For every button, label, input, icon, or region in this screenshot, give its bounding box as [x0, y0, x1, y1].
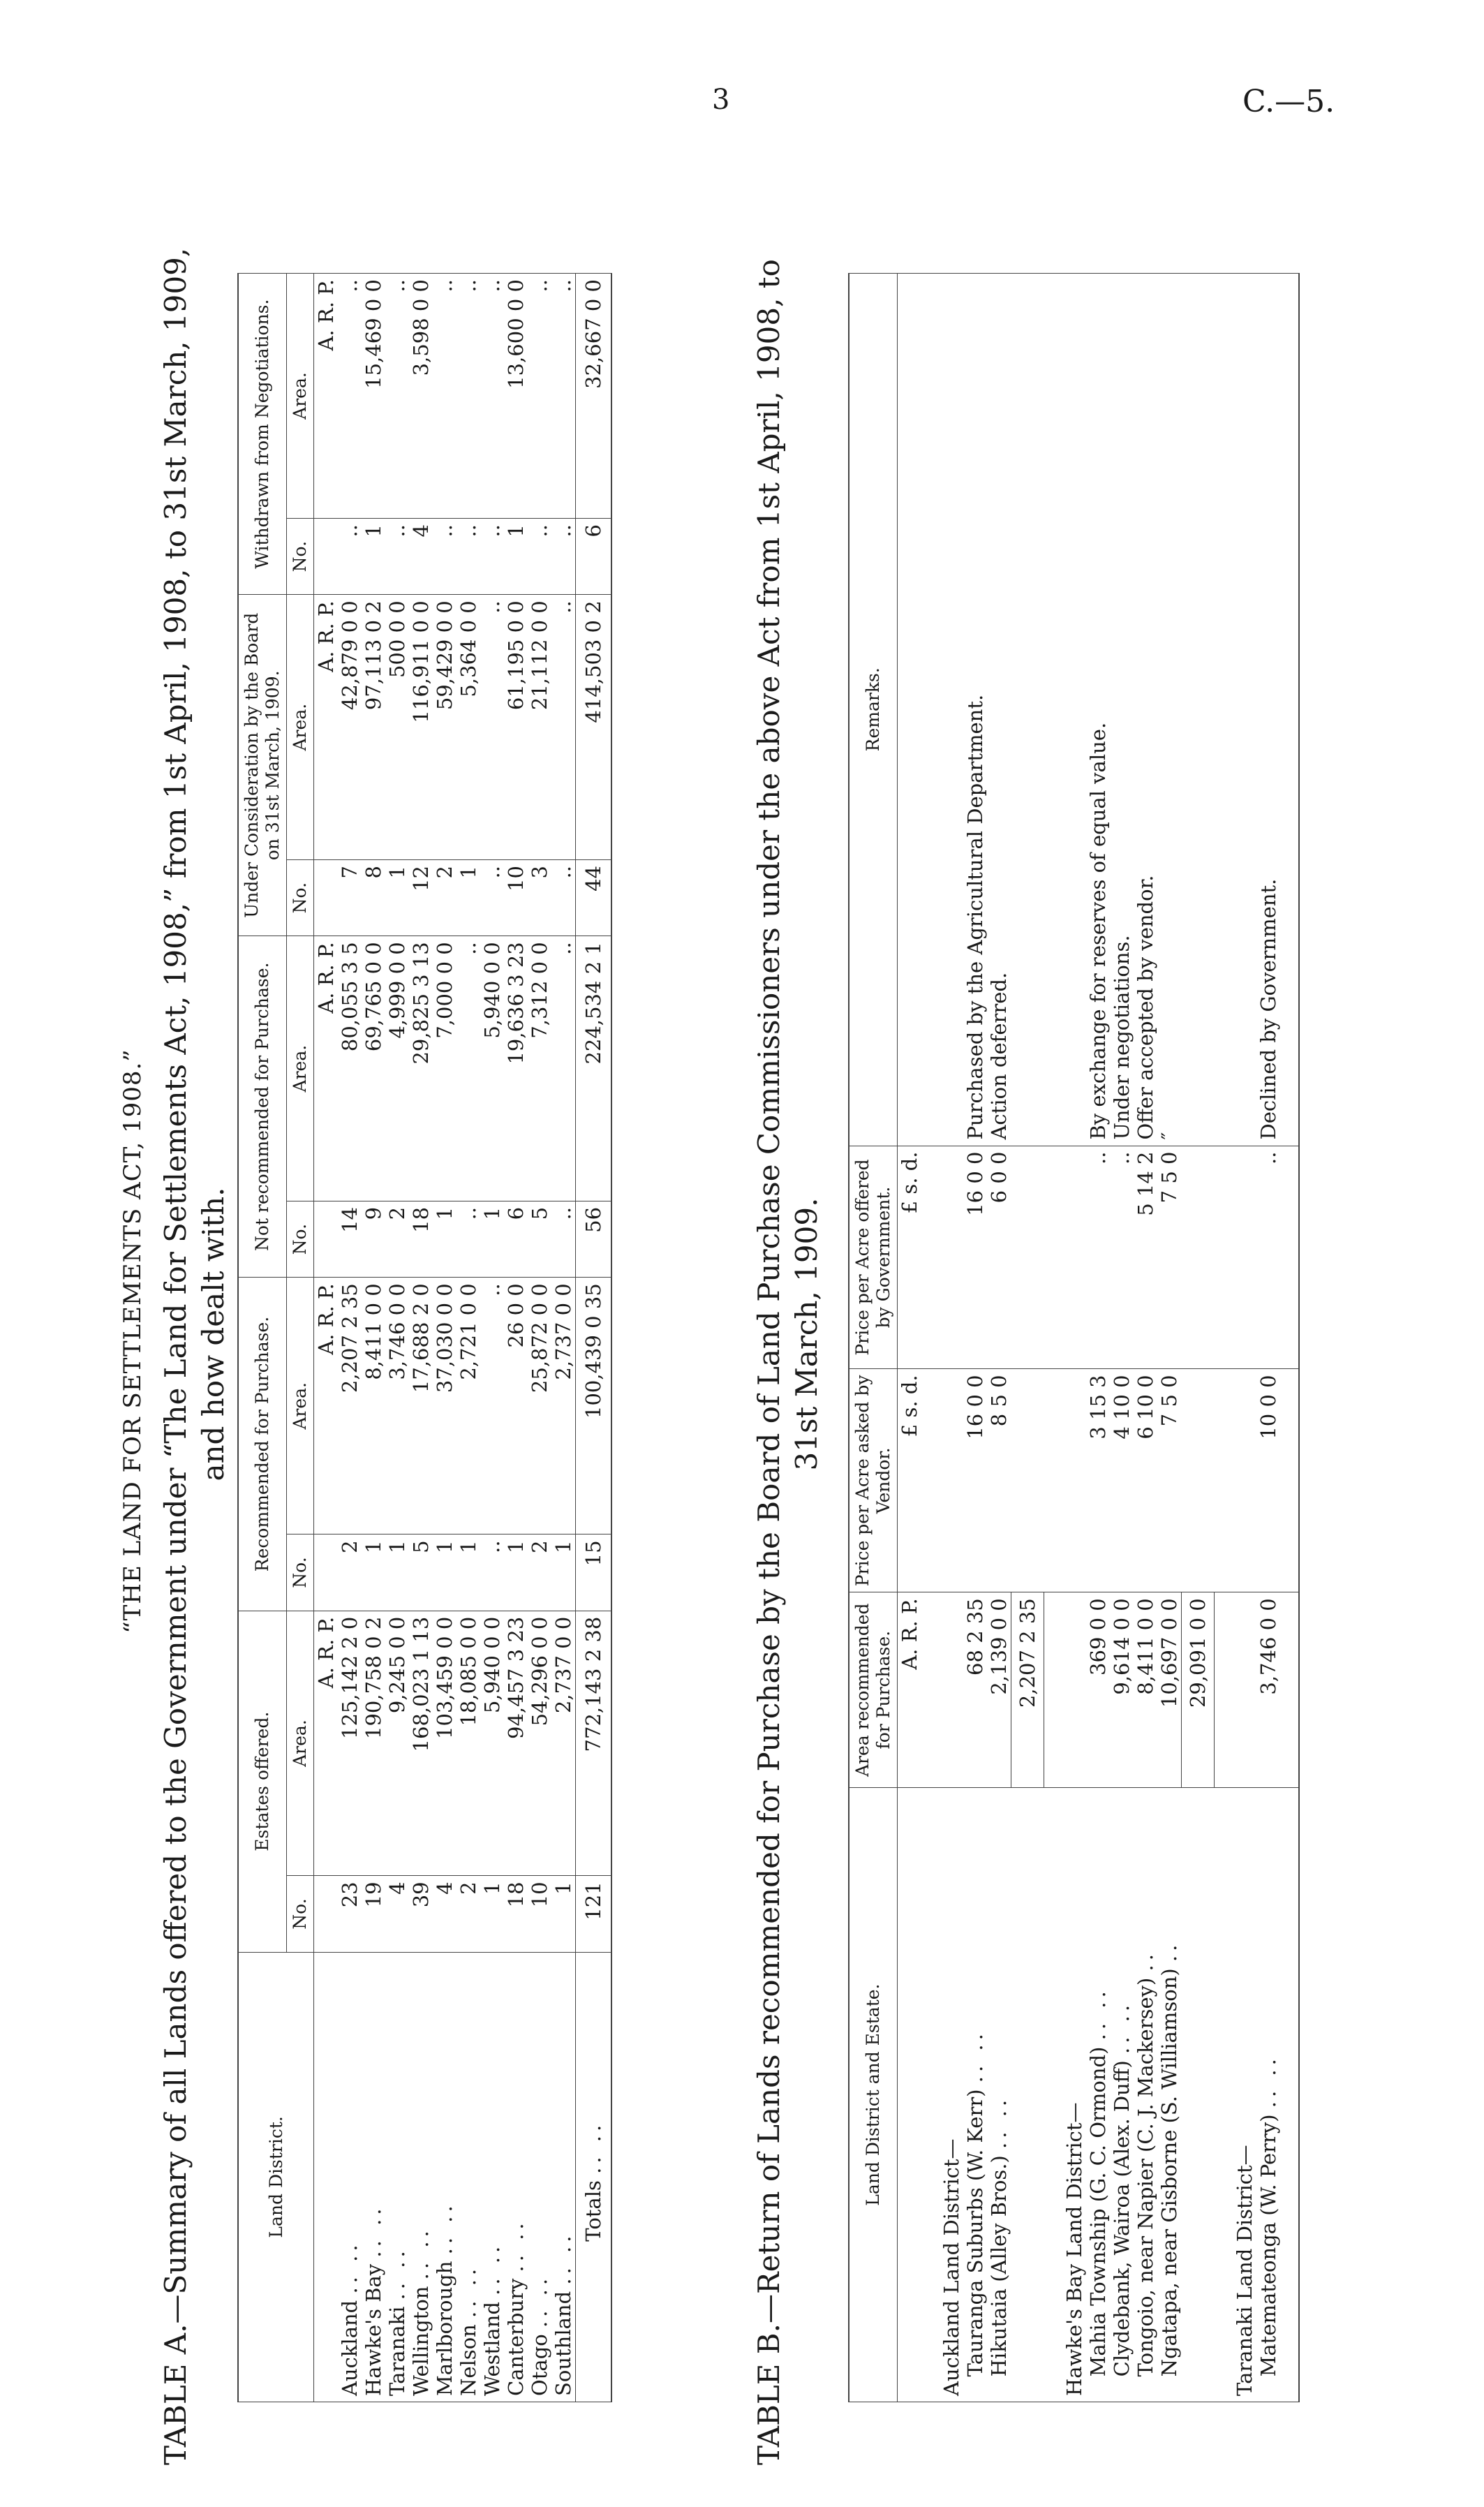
cell-wd-area: ..	[433, 274, 457, 519]
spacer-row	[921, 274, 940, 2402]
district-cell	[338, 1952, 362, 2402]
table-a-caption	[157, 203, 232, 2465]
table-b-caption	[750, 203, 826, 2465]
area-cell: 8,411 0 0	[1134, 1592, 1157, 1788]
district-cell	[457, 1952, 480, 2402]
area-cell: 2,139 0 0	[987, 1592, 1011, 1788]
cell-eo-area: 9,245 0 0	[385, 1611, 409, 1876]
unit-label: A. R. P.	[314, 595, 339, 860]
cell-nr-no: 2	[385, 1201, 409, 1277]
subcol-no: No.	[287, 1201, 314, 1277]
table-row	[409, 274, 433, 2402]
subcol-area: Area.	[287, 595, 314, 860]
district-name: Hawke's Bay	[362, 2263, 385, 2396]
cell-nr-area: 7,000 0 0	[433, 936, 457, 1201]
leader-dots: .. ..	[581, 2120, 605, 2174]
estate-name: Ngatapa, near Gisborne (S. Williamson)	[1157, 1968, 1182, 2377]
subtotal-row	[1011, 274, 1044, 2402]
cell-nr-no: ..	[457, 1201, 480, 1277]
leader-dots: .. ..	[1086, 1987, 1110, 2041]
rotated-page-body	[0, 175, 1326, 2507]
subtotal-area: 29,091 0 0	[1182, 1592, 1215, 1788]
remarks-cell: Under negotiations.	[1110, 274, 1134, 1146]
district-cell	[504, 1952, 528, 2402]
offered-price-cell: 16 0 0	[963, 1146, 987, 1369]
cell-uc-no: 12	[409, 859, 433, 935]
cell-rec-no: 1	[433, 1534, 457, 1611]
area-cell: 10,697 0 0	[1157, 1592, 1182, 1788]
cell-nr-no: 5	[528, 1201, 551, 1277]
leader-dots: .. ..	[457, 2264, 480, 2318]
cell-wd-area: 3,598 0 0	[409, 274, 433, 519]
cell-nr-no: 14	[338, 1201, 362, 1277]
col-remarks: Remarks.	[849, 274, 898, 1146]
estate-cell	[1086, 1788, 1110, 2402]
cell-nr-no: 18	[409, 1201, 433, 1277]
col-not-recommended: Not recommended for Purchase.	[238, 936, 287, 1278]
cell-eo-no: 18	[504, 1876, 528, 1952]
cell-rec-no: 1	[551, 1534, 576, 1611]
table-row	[338, 274, 362, 2402]
cell-wd-area: ..	[480, 274, 504, 519]
totals-nr-area: 224,534 2 1	[576, 936, 612, 1201]
subtotal-area: 2,207 2 35	[1011, 1592, 1044, 1788]
totals-eo-no: 121	[576, 1876, 612, 1952]
totals-text: Totals	[581, 2180, 605, 2242]
cell-rec-no: 5	[409, 1534, 433, 1611]
cell-uc-area: 21,112 0 0	[528, 595, 551, 860]
cell-rec-area: ..	[480, 1278, 504, 1534]
group-heading: Hawke's Bay Land District—	[1062, 1788, 1086, 2402]
district-name: Canterbury	[504, 2278, 528, 2396]
subcol-no: No.	[287, 519, 314, 595]
cell-eo-area: 190,758 0 2	[362, 1611, 385, 1876]
remarks-cell: Purchased by the Agricultural Department.	[963, 274, 987, 1146]
leader-dots: .. ..	[385, 2247, 409, 2300]
cell-wd-no: 1	[504, 519, 528, 595]
table-row	[528, 274, 551, 2402]
district-name: Otago	[528, 2334, 551, 2396]
table-a-body	[314, 274, 576, 2402]
leader-dots: .. ..	[338, 2240, 362, 2294]
cell-uc-area: 97,113 0 2	[362, 595, 385, 860]
cell-nr-area: 29,825 3 13	[409, 936, 433, 1201]
col-land-district: Land District.	[238, 1952, 314, 2402]
remarks-cell: Action deferred.	[987, 274, 1011, 1146]
remarks-cell: By exchange for reserves of equal value.	[1086, 274, 1110, 1146]
table-a-caption-line2: and how dealt with.	[196, 1187, 230, 1481]
table-row	[385, 274, 409, 2402]
cell-nr-no: 1	[433, 1201, 457, 1277]
act-title: “THE LAND FOR SETTLEMENTS ACT, 1908.”	[119, 1049, 147, 1634]
district-name: Taranaki	[385, 2306, 409, 2396]
estate-name: Tongoio, near Napier (C. J. Mackersey)	[1134, 1977, 1157, 2377]
cell-rec-area: 25,872 0 0	[528, 1278, 551, 1534]
col-under-consideration: Under Consideration by the Board on 31st March, 1909.	[238, 595, 287, 936]
cell-wd-area: ..	[528, 274, 551, 519]
estate-cell	[1110, 1788, 1134, 2402]
totals-label	[576, 1952, 612, 2402]
cell-eo-no: 2	[457, 1876, 480, 1952]
cell-wd-area: ..	[457, 274, 480, 519]
district-name: Southland	[551, 2291, 575, 2396]
cell-eo-area: 54,296 0 0	[528, 1611, 551, 1876]
district-cell	[362, 1952, 385, 2402]
district-name: Marlborough	[433, 2261, 457, 2396]
cell-eo-area: 103,459 0 0	[433, 1611, 457, 1876]
offered-price-cell: ..	[1256, 1146, 1280, 1369]
district-cell	[551, 1952, 576, 2402]
unit-label: £ s. d.	[898, 1369, 922, 1592]
table-row	[551, 274, 576, 2402]
estate-cell	[963, 1788, 987, 2402]
leader-dots: .. ..	[551, 2231, 575, 2285]
table-row	[1157, 274, 1182, 2402]
cell-eo-area: 94,457 3 23	[504, 1611, 528, 1876]
cell-uc-area: 116,911 0 0	[409, 595, 433, 860]
col-area-recommended: Area recommended for Purchase.	[849, 1592, 898, 1788]
cell-wd-no: ..	[385, 519, 409, 595]
group-heading: Taranaki Land District—	[1233, 1788, 1256, 2402]
asked-price-cell: 3 15 3	[1086, 1369, 1110, 1592]
cell-uc-no: 10	[504, 859, 528, 935]
cell-wd-area: ..	[551, 274, 576, 519]
col-price-offered: Price per Acre offered by Government.	[849, 1146, 898, 1369]
leader-dots: .. ..	[1256, 2055, 1280, 2108]
cell-eo-no: 23	[338, 1876, 362, 1952]
cell-uc-area: 5,364 0 0	[457, 595, 480, 860]
remarks-cell: Declined by Government.	[1256, 274, 1280, 1146]
totals-nr-no: 56	[576, 1201, 612, 1277]
totals-uc-no: 44	[576, 859, 612, 935]
remarks-cell: Offer accepted by vendor.	[1134, 274, 1157, 1146]
unit-label: A. R. P.	[314, 936, 339, 1201]
area-cell: 68 2 35	[963, 1592, 987, 1788]
estate-cell	[1256, 1788, 1280, 2402]
leader-dots: .. ..	[987, 2095, 1011, 2149]
leader-dots: .. ..	[504, 2219, 528, 2272]
leader-dots: .. ..	[433, 2201, 457, 2255]
cell-wd-no: ..	[551, 519, 576, 595]
paper-code: C.—5.	[1242, 84, 1335, 119]
totals-eo-area: 772,143 2 38	[576, 1611, 612, 1876]
cell-rec-no: 2	[528, 1534, 551, 1611]
asked-price-cell: 6 10 0	[1134, 1369, 1157, 1592]
subcol-area: Area.	[287, 1611, 314, 1876]
cell-wd-area: ..	[338, 274, 362, 519]
estate-name: Tauranga Suburbs (W. Kerr)	[963, 2089, 987, 2377]
spacer-row	[1280, 274, 1299, 2402]
group-heading-row	[1062, 274, 1086, 2402]
cell-wd-no: ..	[528, 519, 551, 595]
offered-price-cell: 6 0 0	[987, 1146, 1011, 1369]
cell-wd-no: 1	[362, 519, 385, 595]
cell-rec-area: 37,030 0 0	[433, 1278, 457, 1534]
cell-uc-area: ..	[480, 595, 504, 860]
cell-wd-area: 13,600 0 0	[504, 274, 528, 519]
group-heading-row	[940, 274, 963, 2402]
cell-rec-no: 1	[385, 1534, 409, 1611]
cell-rec-no: 1	[362, 1534, 385, 1611]
cell-eo-no: 1	[480, 1876, 504, 1952]
area-cell: 369 0 0	[1086, 1592, 1110, 1788]
leader-dots: ..	[1134, 1950, 1157, 1972]
totals-uc-area: 414,503 0 2	[576, 595, 612, 860]
estate-name: Matemateonga (W. Perry)	[1256, 2114, 1280, 2377]
spacer-row	[1215, 274, 1233, 2402]
cell-eo-area: 2,737 0 0	[551, 1611, 576, 1876]
asked-price-cell: 4 10 0	[1110, 1369, 1134, 1592]
cell-uc-no: 7	[338, 859, 362, 935]
col-price-asked: Price per Acre asked by Vendor.	[849, 1369, 898, 1592]
asked-price-cell: 7 5 0	[1157, 1369, 1182, 1592]
table-row	[457, 274, 480, 2402]
table-row	[504, 274, 528, 2402]
unit-row	[314, 274, 339, 2402]
col-estates-offered: Estates offered.	[238, 1611, 287, 1952]
cell-uc-no: ..	[480, 859, 504, 935]
cell-nr-area: 4,999 0 0	[385, 936, 409, 1201]
cell-eo-no: 1	[551, 1876, 576, 1952]
cell-wd-no: ..	[457, 519, 480, 595]
cell-uc-no: 2	[433, 859, 457, 935]
cell-wd-no: ..	[480, 519, 504, 595]
unit-label: A. R. P.	[314, 1278, 339, 1534]
subcol-no: No.	[287, 1876, 314, 1952]
district-name: Westland	[480, 2302, 504, 2396]
table-row	[963, 274, 987, 2402]
cell-nr-no: 1	[480, 1201, 504, 1277]
subcol-area: Area.	[287, 936, 314, 1201]
table-b-body	[898, 274, 1300, 2402]
cell-nr-no: 9	[362, 1201, 385, 1277]
district-name: Wellington	[409, 2286, 433, 2396]
estate-name: Hikutaia (Alley Bros.)	[987, 2155, 1011, 2377]
cell-wd-area: 15,469 0 0	[362, 274, 385, 519]
cell-rec-area: 2,721 0 0	[457, 1278, 480, 1534]
unit-row	[898, 274, 922, 2402]
unit-label: A. R. P.	[898, 1592, 922, 1788]
cell-uc-area: ..	[551, 595, 576, 860]
cell-wd-area: ..	[385, 274, 409, 519]
table-b-caption-line2: 31st March, 1909.	[789, 1197, 824, 1471]
table-b-caption-line1: TABLE B.—Return of Lands recommended for Purchase by the Board of Land Purchase Commissioners under the above Act from 1st April, 1908, to	[752, 259, 786, 2465]
cell-uc-area: 42,879 0 0	[338, 595, 362, 860]
leader-dots: .. ..	[409, 2226, 433, 2280]
cell-nr-area: 19,636 3 23	[504, 936, 528, 1201]
col-recommended: Recommended for Purchase.	[238, 1278, 287, 1611]
leader-dots: .. ..	[480, 2242, 504, 2295]
cell-rec-no: ..	[480, 1534, 504, 1611]
cell-eo-area: 125,142 2 0	[338, 1611, 362, 1876]
unit-label: A. R. P.	[314, 274, 339, 519]
offered-price-cell: 7 5 0	[1157, 1146, 1182, 1369]
cell-nr-area: 80,055 3 5	[338, 936, 362, 1201]
cell-eo-no: 10	[528, 1876, 551, 1952]
offered-price-cell: 5 14 2	[1134, 1146, 1157, 1369]
offered-price-cell: ..	[1086, 1146, 1110, 1369]
table-row	[1256, 274, 1280, 2402]
cell-wd-no: ..	[338, 519, 362, 595]
table-row	[1086, 274, 1110, 2402]
cell-eo-no: 4	[433, 1876, 457, 1952]
district-cell	[433, 1952, 457, 2402]
unit-label: £ s. d.	[898, 1146, 922, 1369]
cell-nr-area: ..	[551, 936, 576, 1201]
cell-rec-no: 2	[338, 1534, 362, 1611]
district-name: Nelson	[457, 2324, 480, 2396]
table-b	[848, 273, 1300, 2402]
offered-price-cell: ..	[1110, 1146, 1134, 1369]
cell-rec-no: 1	[504, 1534, 528, 1611]
remarks-cell: ″	[1157, 274, 1182, 1146]
estate-cell	[1134, 1788, 1157, 2402]
estate-name: Clydebank, Wairoa (Alex. Duff)	[1110, 2060, 1134, 2377]
totals-row	[576, 274, 612, 2402]
subcol-no: No.	[287, 1534, 314, 1611]
cell-eo-area: 168,023 1 13	[409, 1611, 433, 1876]
page-number: 3	[712, 84, 730, 116]
table-row	[1110, 274, 1134, 2402]
subcol-area: Area.	[287, 274, 314, 519]
district-cell	[528, 1952, 551, 2402]
cell-uc-no: 3	[528, 859, 551, 935]
table-a-caption-line1: TABLE A.—Summary of all Lands offered to the Government under “The Land for Settlements Act, 1908,” from 1st April, 1908, to 31st March, 1909,	[158, 247, 193, 2465]
spacer-row	[1044, 274, 1063, 2402]
cell-eo-no: 39	[409, 1876, 433, 1952]
district-name: Auckland	[338, 2300, 362, 2396]
totals-rec-no: 15	[576, 1534, 612, 1611]
asked-price-cell: 8 5 0	[987, 1369, 1011, 1592]
district-cell	[480, 1952, 504, 2402]
cell-rec-area: 3,746 0 0	[385, 1278, 409, 1534]
table-a	[237, 273, 612, 2402]
cell-wd-no: ..	[433, 519, 457, 595]
cell-eo-area: 5,940 0 0	[480, 1611, 504, 1876]
cell-uc-no: 1	[457, 859, 480, 935]
cell-nr-area: 69,765 0 0	[362, 936, 385, 1201]
cell-uc-area: 61,195 0 0	[504, 595, 528, 860]
group-heading: Auckland Land District—	[940, 1788, 963, 2402]
cell-uc-no: 1	[385, 859, 409, 935]
cell-rec-no: 1	[457, 1534, 480, 1611]
table-row	[1134, 274, 1157, 2402]
area-cell: 9,614 0 0	[1110, 1592, 1134, 1788]
totals-wd-area: 32,667 0 0	[576, 274, 612, 519]
asked-price-cell: 16 0 0	[963, 1369, 987, 1592]
totals-rec-area: 100,439 0 35	[576, 1278, 612, 1534]
cell-rec-area: 17,688 2 0	[409, 1278, 433, 1534]
subtotal-row	[1182, 274, 1215, 2402]
cell-nr-area: 7,312 0 0	[528, 936, 551, 1201]
cell-uc-no: ..	[551, 859, 576, 935]
estate-name: Mahia Township (G. C. Ormond)	[1086, 2046, 1110, 2377]
district-cell	[385, 1952, 409, 2402]
cell-rec-area: 8,411 0 0	[362, 1278, 385, 1534]
totals-wd-no: 6	[576, 519, 612, 595]
cell-uc-area: 59,429 0 0	[433, 595, 457, 860]
area-cell: 3,746 0 0	[1256, 1592, 1280, 1788]
leader-dots: ..	[1157, 1940, 1182, 1962]
cell-uc-no: 8	[362, 859, 385, 935]
estate-cell	[1157, 1788, 1182, 2402]
cell-uc-area: 500 0 0	[385, 595, 409, 860]
cell-rec-area: 2,207 2 35	[338, 1278, 362, 1534]
cell-nr-no: 6	[504, 1201, 528, 1277]
table-row	[362, 274, 385, 2402]
group-heading-row	[1233, 274, 1256, 2402]
district-cell	[409, 1952, 433, 2402]
cell-eo-no: 19	[362, 1876, 385, 1952]
table-row	[987, 274, 1011, 2402]
leader-dots: .. ..	[528, 2274, 551, 2328]
cell-wd-no: 4	[409, 519, 433, 595]
leader-dots: .. ..	[963, 2029, 987, 2083]
cell-rec-area: 26 0 0	[504, 1278, 528, 1534]
subcol-area: Area.	[287, 1278, 314, 1534]
cell-nr-area: 5,940 0 0	[480, 936, 504, 1201]
subcol-no: No.	[287, 859, 314, 935]
cell-nr-area: ..	[457, 936, 480, 1201]
col-estate: Land District and Estate.	[849, 1788, 898, 2402]
cell-nr-no: ..	[551, 1201, 576, 1277]
estate-cell	[987, 1788, 1011, 2402]
cell-eo-no: 4	[385, 1876, 409, 1952]
unit-label: A. R. P.	[314, 1611, 339, 1876]
cell-eo-area: 18,085 0 0	[457, 1611, 480, 1876]
table-row	[433, 274, 457, 2402]
col-withdrawn: Withdrawn from Negotiations.	[238, 274, 287, 595]
leader-dots: .. ..	[1110, 2000, 1134, 2054]
cell-rec-area: 2,737 0 0	[551, 1278, 576, 1534]
asked-price-cell: 10 0 0	[1256, 1369, 1280, 1592]
table-row	[480, 274, 504, 2402]
leader-dots: .. ..	[362, 2204, 385, 2258]
